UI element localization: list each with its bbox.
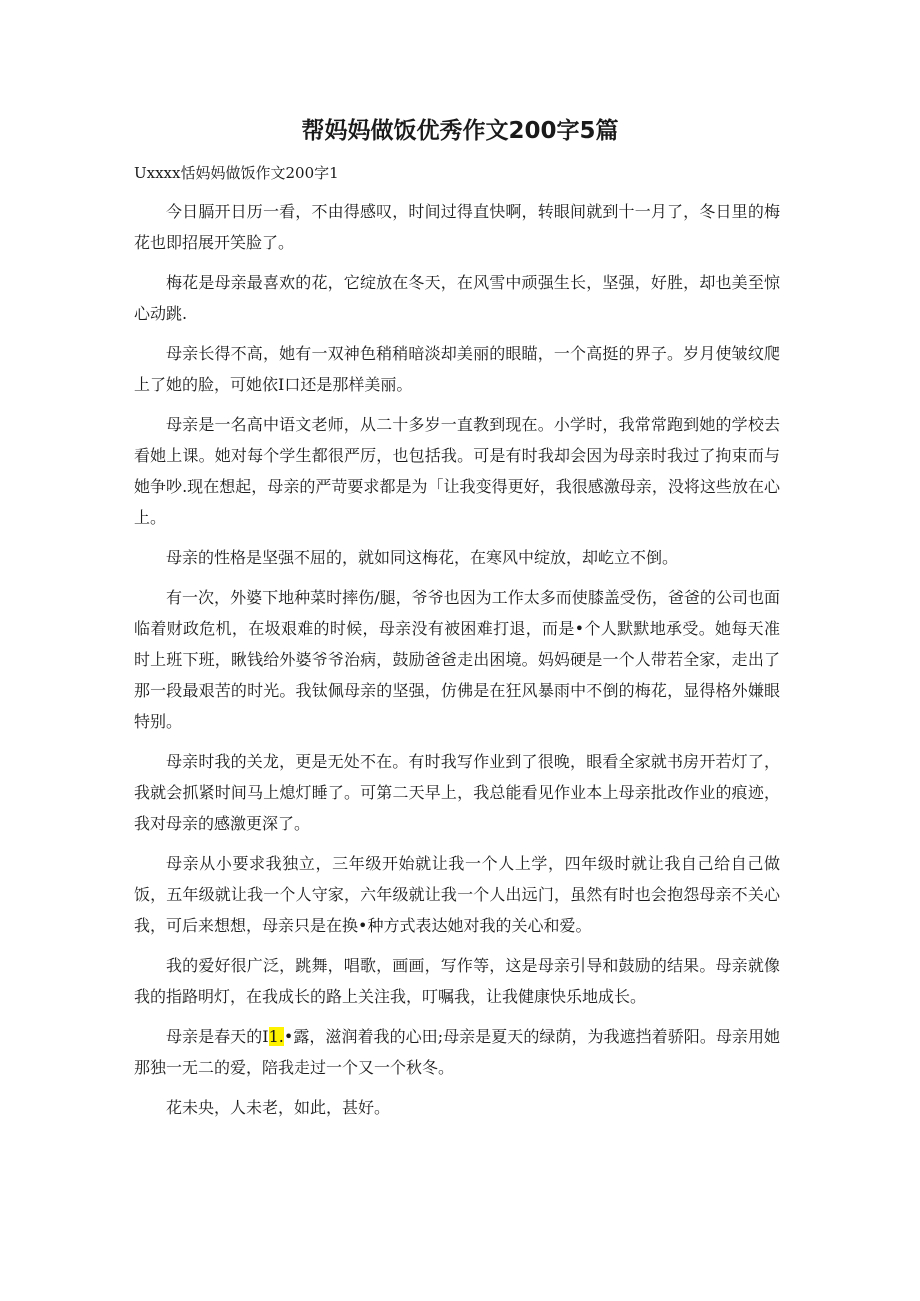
paragraph-6: 有一次，外婆下地种菜时摔伤/腿，爷爷也因为工作太多而使膝盖受伤，爸爸的公司也面临着财政危机，在圾艰难的时候，母亲没有被困难打退，而是•个人默默地承受。她每天准时上班下班，瞅钱给外婆爷爷治病，鼓励爸爸走出困境。妈妈硬是一个人带若全家，走出了那一段最艰苦的时光。我钛佩母亲的坚强，仿佛是在狂风暴雨中不倒的梅花，显得格外嫌眼特别。 — [134, 588, 780, 731]
closing-line: 花未央，人未老，如此，甚好。 — [166, 1098, 391, 1117]
paragraph-3: 母亲长得不高，她有一双神色稍稍暗淡却美丽的眼瞄，一个高挺的界子。岁月使皱纹爬上了她的脸，可她依I口还是那样美丽。 — [134, 344, 780, 394]
paragraph-5: 母亲的性格是坚强不屈的，就如同这梅花，在寒风中绽放，却屹立不倒。 — [166, 548, 679, 567]
paragraph-8: 母亲从小要求我独立，三年级开始就让我一个人上学，四年级时就让我自己给自己做饭，五年级就让我一个人守家，六年级就让我一个人出远门，虽然有时也会抱怨母亲不关心我，可后来想想，母亲只是在换•种方式表达她对我的关心和爱。 — [134, 854, 780, 935]
paragraph-1: 今日膈开日历一看，不由得感叹，时间过得直快啊，转眼间就到十一月了，冬日里的梅花也即招展开笑脸了。 — [134, 202, 780, 252]
highlighted-text: 1. — [268, 1027, 284, 1046]
paragraph-9: 我的爱好很广泛，跳舞，唱歌，画画，写作等，这是母亲引导和鼓励的结果。母亲就像我的指路明灯，在我成长的路上关注我，叮嘱我，让我健康快乐地成长。 — [134, 956, 780, 1006]
paragraph-10-end: •露，滋润着我的心田;母亲是夏天的绿荫，为我遮挡着骄阳。母亲用她那独一无二的爱，陪我走过一个又一个秋冬。 — [134, 1027, 780, 1077]
paragraph-4: 母亲是一名高中语文老师，从二十多岁一直教到现在。小学时，我常常跑到她的学校去看她上课。她对每个学生都很严厉，也包括我。可是有时我却会因为母亲时我过了拘束而与她争吵.现在想起，母亲的严苛要求都是为「让我变得更好，我很感激母亲，没将这些放在心上。 — [134, 415, 780, 527]
paragraph-10 — [134, 1021, 780, 1083]
paragraph-10-start: 母亲是春天的I — [166, 1027, 269, 1046]
paragraph-2: 梅花是母亲最喜欢的花，它绽放在冬天，在风雪中顽强生长，坚强，好胜，却也美至惊心动跳. — [134, 273, 780, 323]
page-title: 帮妈妈做饭优秀作文200字5篇 — [301, 118, 619, 144]
paragraph-7: 母亲时我的关龙，更是无处不在。有时我写作业到了很晚，眼看全家就书房开若灯了，我就会抓紧时间马上熄灯睡了。可第二天早上，我总能看见作业本上母亲批改作业的痕迹，我对母亲的感激更深了。 — [134, 752, 780, 833]
section-heading: Uxxxx恬妈妈做饭作文200字1 — [134, 164, 339, 182]
essay-body — [134, 196, 780, 1123]
